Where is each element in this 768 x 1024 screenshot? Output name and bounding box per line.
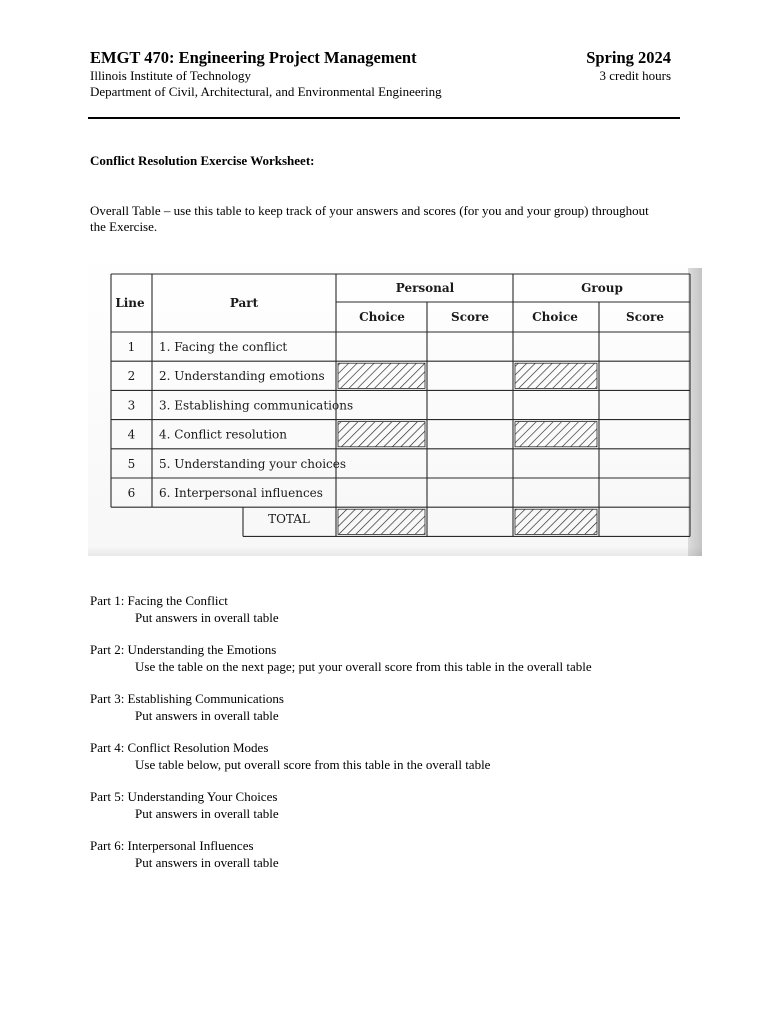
row-line-number: 5	[127, 456, 136, 471]
total-label: TOTAL	[268, 512, 310, 526]
row-part-label: 4. Conflict resolution	[159, 427, 287, 442]
part-instruction: Put answers in overall table	[135, 707, 279, 723]
institution-name: Illinois Institute of Technology	[90, 68, 251, 83]
table-text	[115, 281, 664, 526]
part-item	[90, 691, 710, 724]
course-title: EMGT 470: Engineering Project Management	[90, 48, 417, 67]
part-item	[90, 642, 710, 675]
part-item	[90, 789, 710, 822]
credit-hours: 3 credit hours	[599, 68, 671, 83]
row-part-label: 5. Understanding your choices	[159, 456, 347, 471]
header-group-choice: Choice	[532, 310, 578, 324]
part-instruction: Put answers in overall table	[135, 609, 279, 625]
header-personal: Personal	[395, 281, 455, 295]
personal-choice-hatched-cell	[338, 363, 425, 388]
header-personal-score: Score	[451, 310, 489, 324]
part-instruction: Use the table on the next page; put your overall score from this table in the overall table	[135, 658, 592, 674]
header-group: Group	[581, 281, 623, 295]
header-part: Part	[229, 296, 259, 310]
row-part-label: 3. Establishing communications	[159, 398, 354, 413]
part-instruction: Use table below, put overall score from this table in the overall table	[135, 756, 491, 772]
part-item	[90, 838, 710, 871]
row-part-label: 1. Facing the conflict	[159, 340, 288, 354]
header-divider	[88, 117, 680, 119]
header-line: Line	[115, 296, 145, 310]
row-part-label: 6. Interpersonal influences	[159, 486, 323, 500]
header-personal-choice: Choice	[359, 310, 405, 324]
row-line-number: 2	[127, 369, 136, 384]
part-item	[90, 593, 710, 626]
header-group-score: Score	[626, 310, 664, 324]
part-instruction: Put answers in overall table	[135, 854, 279, 870]
overall-table-scan	[88, 250, 702, 556]
total-personal-choice-hatched-cell	[338, 509, 425, 534]
row-part-label: 2. Understanding emotions	[159, 369, 325, 384]
part-title: Part 2: Understanding the Emotions	[90, 642, 277, 657]
group-choice-hatched-cell	[515, 363, 597, 388]
part-instruction: Put answers in overall table	[135, 805, 279, 821]
part-title: Part 1: Facing the Conflict	[90, 593, 228, 608]
part-title: Part 3: Establishing Communications	[90, 691, 284, 706]
part-item	[90, 740, 710, 773]
overall-table	[88, 250, 702, 556]
row-line-number: 3	[127, 398, 136, 413]
intro-text: Overall Table – use this table to keep track of your answers and scores (for you and your group) throughout the Exercise.	[90, 203, 649, 234]
term-label: Spring 2024	[586, 48, 671, 67]
part-title: Part 6: Interpersonal Influences	[90, 838, 254, 853]
group-choice-hatched-cell	[515, 422, 597, 447]
department-name: Department of Civil, Architectural, and Environmental Engineering	[90, 84, 442, 99]
row-line-number: 1	[127, 340, 136, 354]
part-title: Part 4: Conflict Resolution Modes	[90, 740, 269, 755]
part-title: Part 5: Understanding Your Choices	[90, 789, 278, 804]
row-line-number: 4	[127, 427, 136, 442]
worksheet-title: Conflict Resolution Exercise Worksheet:	[90, 153, 315, 168]
personal-choice-hatched-cell	[338, 422, 425, 447]
row-line-number: 6	[127, 486, 136, 500]
total-group-choice-hatched-cell	[515, 509, 597, 534]
